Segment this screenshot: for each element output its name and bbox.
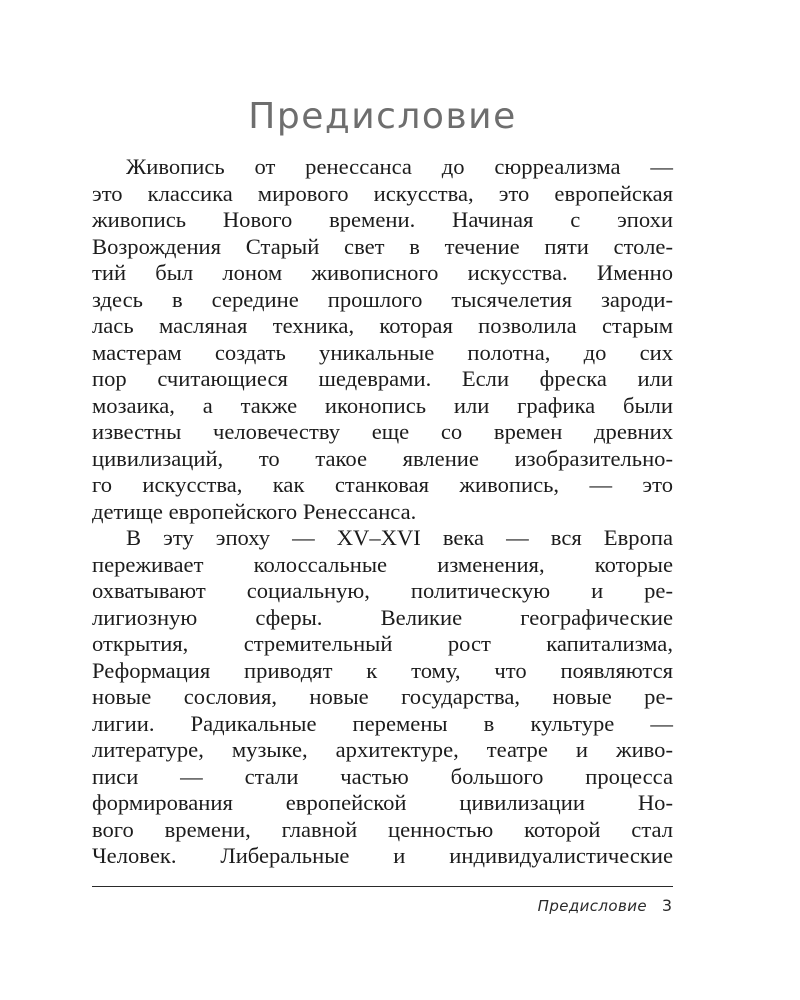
text-line: Человек. Либеральные и индивидуалистические bbox=[92, 843, 673, 868]
text-line: это классика мирового искусства, это европейская bbox=[92, 180, 673, 206]
paragraph-1 bbox=[92, 154, 673, 525]
text-line: живопись Нового времени. Начиная с эпохи bbox=[92, 207, 673, 232]
footer-divider bbox=[92, 886, 673, 887]
text-line: мастерам создать уникальные полотна, до сих bbox=[92, 339, 673, 365]
text-line: литературе, музыке, архитектуре, театре и живо- bbox=[92, 737, 673, 762]
text-line: известны человечеству еще со времен древних bbox=[92, 419, 673, 444]
text-line: В эту эпоху — XV–XVI века — вся Европа bbox=[126, 525, 673, 550]
text-line: переживает колоссальные изменения, которые bbox=[92, 551, 673, 577]
text-line: цивилизаций, то такое явление изобразительно- bbox=[92, 445, 673, 471]
text-line: новые сословия, новые государства, новые ре- bbox=[92, 684, 673, 709]
text-line: Живопись от ренессанса до сюрреализма — bbox=[126, 154, 673, 179]
text-line: го искусства, как станковая живопись, — это bbox=[92, 472, 673, 497]
body-text bbox=[92, 154, 673, 870]
text-line: здесь в середине прошлого тысячелетия зароди- bbox=[92, 286, 673, 312]
text-line: открытия, стремительный рост капитализма, bbox=[92, 631, 673, 656]
text-line: охватывают социальную, политическую и ре- bbox=[92, 578, 673, 603]
text-line: мозаика, а также иконопись или графика были bbox=[92, 392, 673, 418]
text-line: лигии. Радикальные перемены в культуре — bbox=[92, 710, 673, 736]
running-title: Предисловие bbox=[537, 897, 648, 915]
text-line: лась масляная техника, которая позволила старым bbox=[92, 313, 673, 338]
text-line: писи — стали частью большого процесса bbox=[92, 763, 673, 789]
text-line: Возрождения Старый свет в течение пяти столе- bbox=[92, 233, 673, 259]
text-line: Реформация приводят к тому, что появляются bbox=[92, 657, 673, 683]
page-footer bbox=[538, 896, 672, 915]
page-number: 3 bbox=[661, 896, 672, 915]
paragraph-2 bbox=[92, 525, 673, 870]
text-line: тий был лоном живописного искусства. Именно bbox=[92, 260, 673, 285]
text-line: формирования европейской цивилизации Но- bbox=[92, 790, 673, 815]
text-line: лигиозную сферы. Великие географические bbox=[92, 604, 673, 630]
text-line: вого времени, главной ценностью которой стал bbox=[92, 816, 673, 842]
text-line: пор считающиеся шедеврами. Если фреска или bbox=[92, 366, 673, 391]
text-line: детище европейского Ренессанса. bbox=[92, 498, 417, 524]
page-title: Предисловие bbox=[248, 96, 517, 137]
